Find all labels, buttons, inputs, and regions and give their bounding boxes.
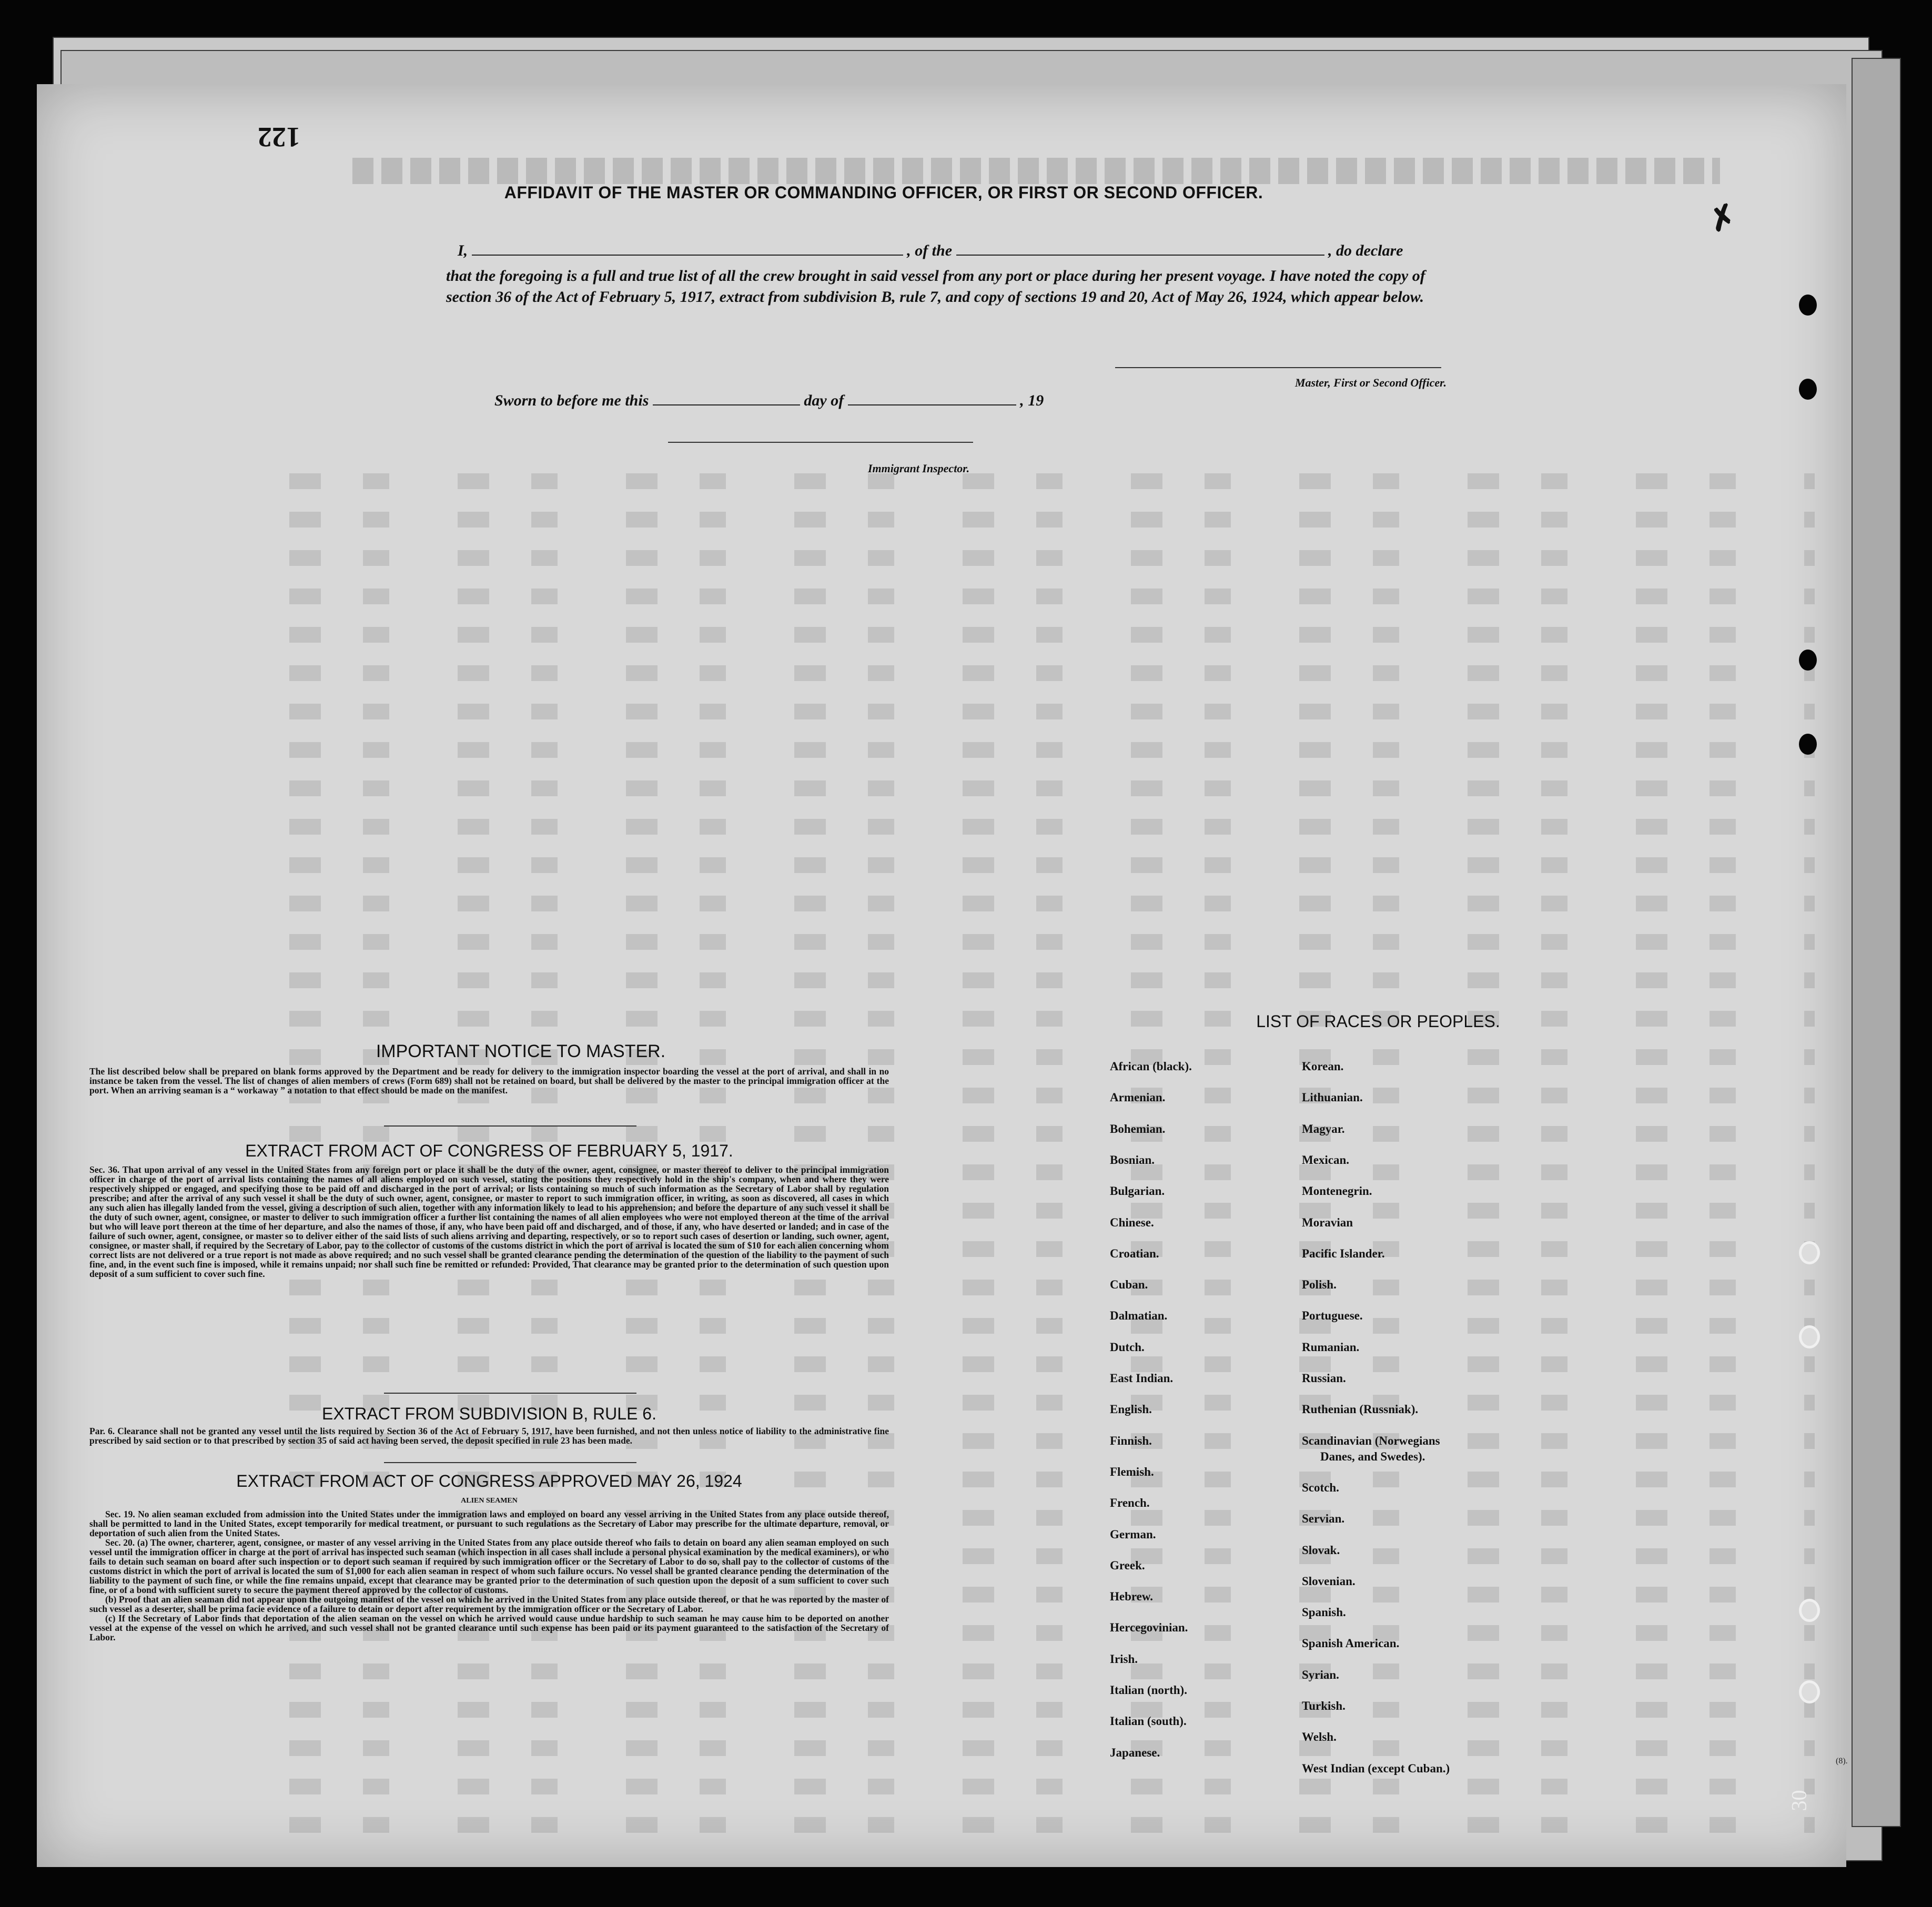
race-item: Rumanian. — [1302, 1340, 1360, 1354]
bleed-row — [289, 1663, 1815, 1679]
race-item: Bulgarian. — [1110, 1184, 1165, 1198]
extract-rule6-text: Par. 6. Clearance shall not be granted any vessel until the lists required by Section 36 of the Act of February 5, 1917, have been furnished, and not then unless notice of liability to the administrative fine prescribed by said section or to that prescribed by section 35 of said act having been served, the deposit specified in rule 23 has been made. — [89, 1426, 889, 1446]
declare-i: I, — [458, 242, 468, 259]
race-item: Russian. — [1302, 1372, 1346, 1385]
race-item: Italian (north). — [1110, 1683, 1187, 1697]
punch-hole — [1799, 650, 1817, 671]
punch-hole — [1799, 295, 1817, 316]
bleed-row — [289, 1126, 1815, 1142]
notice-text: The list described below shall be prepared on blank forms approved by the Department and be ready for delivery to the immigration inspector boarding the vessel at the port of arrival, and shall in no instance be taken from the vessel. The list of changes of alien members of crews (Form 689) shall not be retained on board, but shall be delivered by the master to the principal immigration officer at the port. When an arriving seaman is a “ workaway ” a notation to that effect should be made on the manifest. — [89, 1066, 889, 1095]
race-item: Chinese. — [1110, 1215, 1154, 1229]
race-item: Armenian. — [1110, 1091, 1166, 1104]
race-item: Irish. — [1110, 1652, 1138, 1666]
section-20c: (c) If the Secretary of Labor finds that deportation of the alien seaman on the vessel on which he arrived would cause undue hardship to such seaman he may cause him to be deported on another vessel at the expense of the vessel on which he arrived, and such vessel shall not be granted clearance until such expense has been paid or its payment guaranteed to the satisfaction of the Secretary of Labor. — [89, 1613, 889, 1642]
bleed-row — [289, 819, 1815, 835]
affidavit-body: that the foregoing is a full and true list of all the crew brought in said vessel from any port or place during her present voyage. I have noted the copy of section 36 of the Act of February 5, 1917, extract from subdivision B, rule 7, and copy of sections 19 and 20, Act of May 26, 1924, which appear below. — [446, 267, 1425, 306]
affidavit-title: AFFIDAVIT OF THE MASTER OR COMMANDING OFFICER, OR FIRST OR SECOND OFFICER. — [504, 183, 1263, 202]
race-item: African (black). — [1110, 1060, 1192, 1073]
page-number: 122 — [258, 121, 300, 153]
vessel-blank — [956, 242, 1324, 256]
bleed-row — [289, 780, 1815, 796]
divider — [384, 1125, 636, 1127]
bleed-row — [289, 1702, 1815, 1718]
handwritten-mark-icon: ✗ — [1704, 197, 1742, 239]
race-item: Ruthenian (Russniak). — [1302, 1403, 1419, 1416]
declare-of-the: , of the — [907, 242, 953, 259]
race-item: Slovak. — [1302, 1543, 1340, 1557]
bleed-row — [289, 512, 1815, 528]
extract-1924-title: EXTRACT FROM ACT OF CONGRESS APPROVED MAY 26, 1924 — [236, 1472, 742, 1490]
form-number-mark: (8). — [1836, 1757, 1848, 1766]
race-item: Magyar. — [1302, 1122, 1345, 1135]
binder-ring-hole — [1799, 1680, 1820, 1703]
inspector-signature-line — [668, 442, 973, 443]
bleed-row — [289, 1740, 1815, 1756]
race-item: Scandinavian (Norwegians — [1302, 1434, 1440, 1447]
signature-line — [1115, 367, 1441, 368]
background-sheet-edge — [1852, 58, 1901, 1827]
race-item: Syrian. — [1302, 1668, 1339, 1681]
race-item: Finnish. — [1110, 1434, 1152, 1447]
sworn-day-blank — [653, 392, 800, 405]
punch-hole — [1799, 379, 1817, 400]
sworn-year: , 19 — [1020, 392, 1044, 409]
race-item: Korean. — [1302, 1060, 1344, 1073]
race-item: Welsh. — [1302, 1730, 1337, 1744]
bleed-row — [289, 896, 1815, 911]
race-item: Hercegovinian. — [1110, 1621, 1188, 1635]
bleed-row — [289, 473, 1815, 489]
race-item: German. — [1110, 1527, 1156, 1541]
divider — [384, 1462, 636, 1463]
race-item: Pacific Islander. — [1302, 1246, 1385, 1260]
race-item: Cuban. — [1110, 1278, 1148, 1292]
race-item: Moravian — [1302, 1215, 1353, 1229]
race-item: Hebrew. — [1110, 1590, 1153, 1604]
race-item: West Indian (except Cuban.) — [1302, 1761, 1450, 1775]
bleed-row — [289, 704, 1815, 719]
race-item: East Indian. — [1110, 1372, 1174, 1385]
race-item: Danes, and Swedes). — [1320, 1449, 1425, 1463]
bleed-row — [289, 1356, 1815, 1372]
bleed-row — [289, 627, 1815, 643]
race-item: Bosnian. — [1110, 1153, 1155, 1166]
race-item: English. — [1110, 1403, 1152, 1416]
sworn-month-blank — [848, 392, 1016, 405]
divider — [384, 1393, 636, 1394]
inspector-label: Immigrant Inspector. — [868, 462, 970, 475]
race-item: Mexican. — [1302, 1153, 1350, 1166]
section-20a: Sec. 20. (a) The owner, charterer, agent, consignee, or master of any vessel arriving in the United States from any place outside thereof who fails to detain on board any alien seaman employed on such vessel until the immigration officer in charge at the port of arrival has inspected such seaman (which inspection in all cases shall include a personal physical examination by the medical examiners), or who fails to detain such seaman on board after such inspection or to deport such seaman if required by such immigration officer or the Secretary of Labor to do so, shall pay to the collector of customs of the customs district in which the port of arrival is located the sum of $1,000 for each alien seaman in respect of whom such failure occurs. No vessel shall be granted clearance pending the determination of the liability to the payment of such fine, or while the fine remains unpaid, except that clearance may be granted prior to the determination of such question upon the deposit of a sum sufficient to cover such fine, or of a bond with sufficient surety to secure the payment thereof approved by the collector of customs. — [89, 1537, 889, 1595]
section-20b: (b) Proof that an alien seaman did not appear upon the outgoing manifest of the vessel on which he arrived in the United States from any place outside thereof, or that he was reported by the master of such vessel as a deserter, shall be prima facie evidence of a failure to detain or deport after requirement by the immigration officer or the Secretary of Labor. — [89, 1594, 889, 1614]
race-item: Flemish. — [1110, 1465, 1154, 1478]
race-item: Montenegrin. — [1302, 1184, 1372, 1198]
sworn-line — [494, 392, 1231, 410]
handwritten-page-number: 30 — [1787, 1790, 1811, 1811]
bleed-row — [289, 934, 1815, 950]
race-item: Croatian. — [1110, 1246, 1159, 1260]
section-19: Sec. 19. No alien seaman excluded from admission into the United States under the immigration laws and employed on board any vessel arriving in the United States from any place outside thereof, shall be permitted to land in the United States, except temporarily for medical treatment, or pursuant to such regulations as the Secretary of Labor may prescribe for the ultimate departure, removal, or deportation of such alien from the United States. — [89, 1509, 889, 1538]
notice-title: IMPORTANT NOTICE TO MASTER. — [376, 1041, 666, 1061]
bleed-row — [289, 972, 1815, 988]
sworn-day-of: day of — [804, 392, 844, 409]
race-item: French. — [1110, 1496, 1150, 1510]
bleed-row — [289, 589, 1815, 604]
race-item: Portuguese. — [1302, 1309, 1363, 1323]
signature-label: Master, First or Second Officer. — [1294, 376, 1447, 389]
extract-1917-title: EXTRACT FROM ACT OF CONGRESS OF FEBRUARY 5, 1917. — [245, 1141, 733, 1160]
race-item: Dutch. — [1110, 1340, 1145, 1354]
extract-1924-text — [89, 1509, 889, 1642]
bleed-row — [289, 665, 1815, 681]
binder-ring-hole — [1799, 1241, 1820, 1264]
declare-end: , do declare — [1328, 242, 1403, 259]
race-item: Italian (south). — [1110, 1715, 1187, 1728]
bleed-row — [289, 550, 1815, 566]
race-item: Lithuanian. — [1302, 1091, 1363, 1104]
race-item: Spanish. — [1302, 1606, 1346, 1619]
document-page — [37, 84, 1846, 1867]
alien-seamen-subtitle: ALIEN SEAMEN — [461, 1497, 518, 1505]
bleed-row — [289, 1318, 1815, 1334]
race-item: Scotch. — [1302, 1480, 1339, 1494]
bleed-row — [289, 742, 1815, 758]
bleed-row — [289, 1817, 1815, 1833]
race-item: Turkish. — [1302, 1699, 1346, 1712]
bleed-row — [289, 1280, 1815, 1295]
race-item: Spanish American. — [1302, 1637, 1400, 1650]
race-item: Bohemian. — [1110, 1122, 1166, 1135]
binder-ring-hole — [1799, 1325, 1820, 1348]
race-item: Dalmatian. — [1110, 1309, 1168, 1323]
sworn-prefix: Sworn to before me this — [494, 392, 649, 409]
race-item: Servian. — [1302, 1512, 1345, 1526]
race-item: Japanese. — [1110, 1746, 1160, 1759]
punch-hole — [1799, 734, 1817, 755]
binder-ring-hole — [1799, 1599, 1820, 1622]
race-item: Polish. — [1302, 1278, 1337, 1292]
races-title: LIST OF RACES OR PEOPLES. — [1256, 1012, 1500, 1031]
bleed-row — [289, 1779, 1815, 1794]
extract-1917-text: Sec. 36. That upon arrival of any vessel in the United States from any foreign port or place it shall be the duty of the owner, agent, consignee, or master thereof to deliver to the principal immigration officer in charge of the port of arrival lists containing the names of all aliens employed on such vessel, stating the positions they respectively hold in the ship's company, when and where they were respectively shipped or engaged, and specifying those to be paid off and discharged in the port of arrival; or lists containing so much of such information as the Secretary of Labor shall by regulation prescribe; and after the arrival of any such vessel it shall be the duty of such owner, agent, consignee, or master to report to such immigration officer, in writing, as soon as discovered, all cases in which any such alien has illegally landed from the vessel, giving a description of such alien, together with any information likely to lead to his apprehension; and before the departure of any such vessel it shall be the duty of such owner, agent, consignee, or master to deliver to such immigration officer a further list containing the names of all alien employees who were not employed thereon at the time of the arrival but who will leave port thereon at the time of her departure, and also the names of those, if any, who have been paid off and discharged, and of those, if any, who have deserted or landed; and in case of the failure of such owner, agent, consignee, or master so to deliver either of the said lists of such aliens arriving and departing, respectively, or so to report such cases of desertion or landing, such owner, agent, consignee, or master shall, if required by the Secretary of Labor, pay to the collector of customs of the customs district in which the port of arrival is located the sum of $10 for each alien concerning whom correct lists are not delivered or a true report is not made as above required; and no such vessel shall be granted clearance pending the determination of the question of the liability to the payment of such fine, and, in the event such fine is imposed, while it remains unpaid; nor shall such fine be remitted or refunded: Provided, That clearance may be granted prior to the determination of such question upon deposit of a sum sufficient to cover such fine. — [89, 1164, 889, 1279]
bleed-row — [289, 857, 1815, 873]
extract-rule6-title: EXTRACT FROM SUBDIVISION B, RULE 6. — [322, 1404, 656, 1423]
name-blank — [472, 242, 903, 256]
race-item: Slovenian. — [1302, 1574, 1356, 1588]
race-item: Greek. — [1110, 1558, 1145, 1572]
affidavit-declaration-line — [458, 242, 1468, 260]
